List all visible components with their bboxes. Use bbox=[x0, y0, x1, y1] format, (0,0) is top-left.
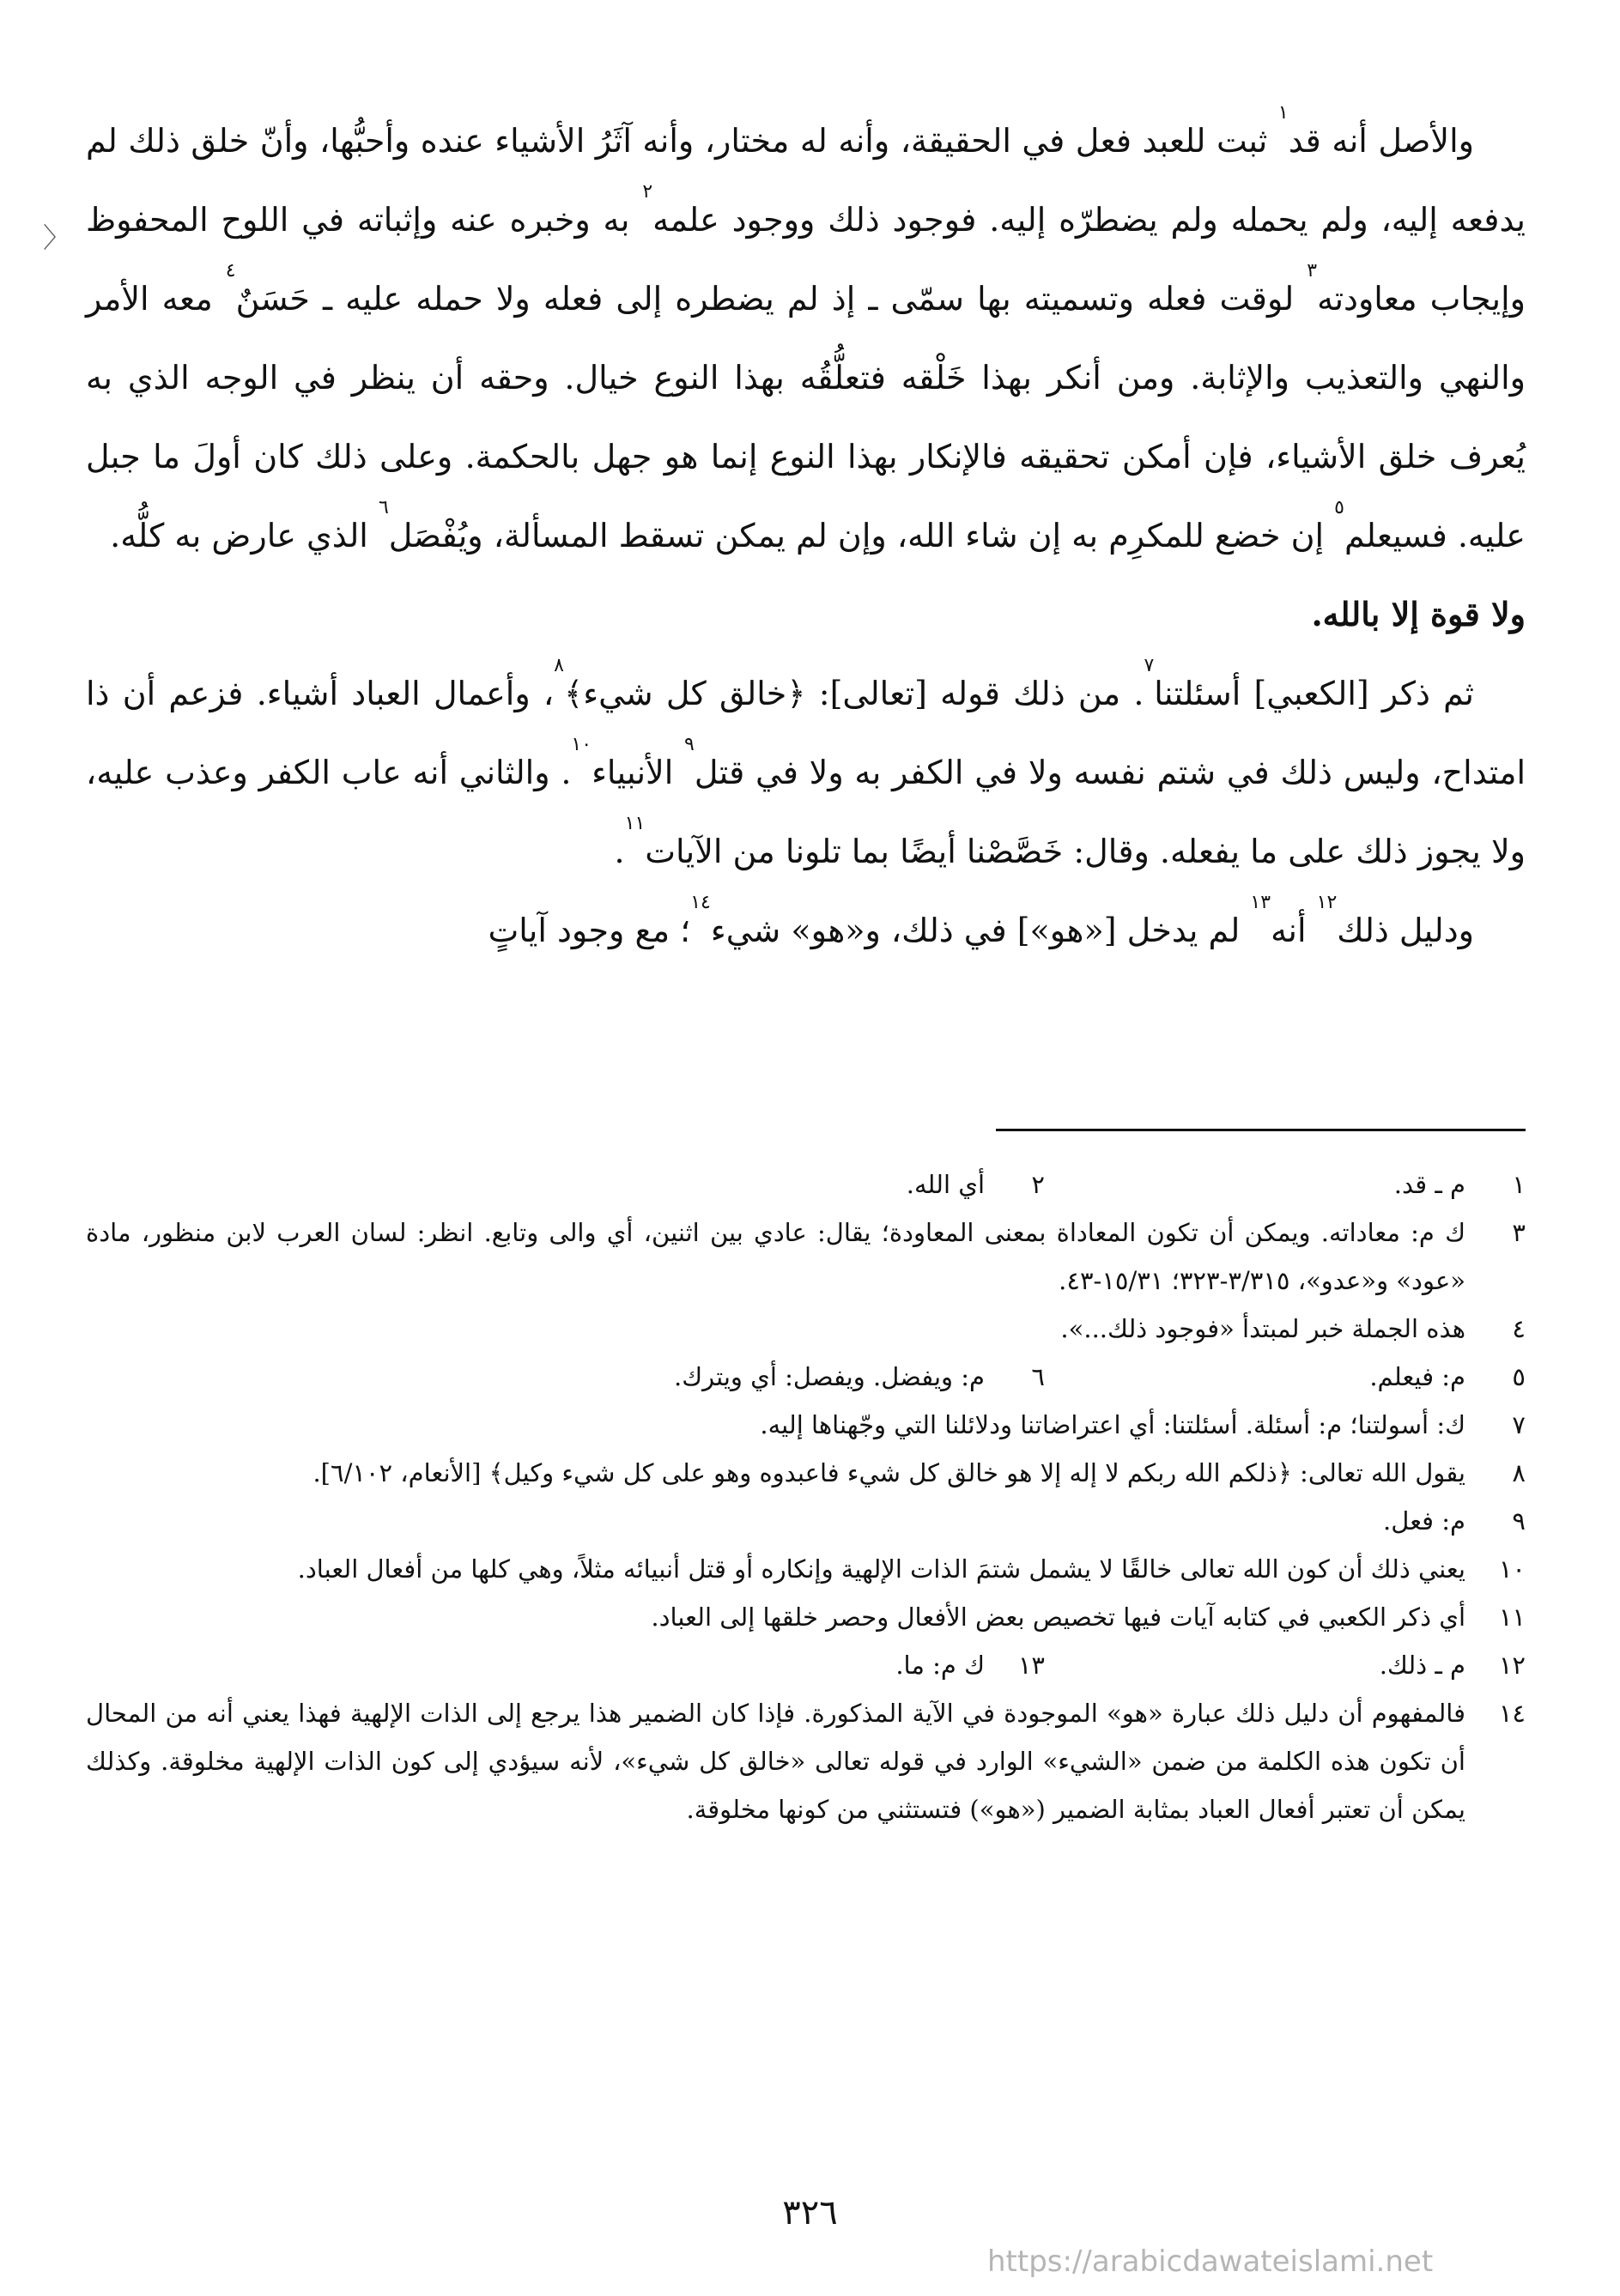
footnote-1 bbox=[1045, 1160, 1526, 1209]
footnote-6 bbox=[564, 1353, 1045, 1401]
footnote-text: م ـ قد. bbox=[1393, 1170, 1465, 1199]
footnote-8 bbox=[86, 1449, 1526, 1497]
footnote-number: ٣ bbox=[1512, 1218, 1526, 1247]
footnote-number: ١١ bbox=[1498, 1602, 1526, 1632]
footnote-number: ٩ bbox=[1512, 1506, 1526, 1536]
text-run: لوقت فعله وتسميته بها سمّى ـ إذ لم يضطره إلى فعله ولا حمله عليه ـ حَسَنٌ bbox=[235, 280, 1308, 318]
footnote-ref[interactable]: ٣ bbox=[1307, 260, 1318, 282]
footnote-3 bbox=[86, 1209, 1526, 1305]
footnote-text: أي الله. bbox=[906, 1170, 985, 1199]
footnote-ref[interactable]: ١٤ bbox=[690, 892, 711, 913]
footnote-number: ٥ bbox=[1512, 1362, 1526, 1391]
text-run: ، وأعمال العباد أشياء. فزعم أن ذا امتداح، وليس ذلك في شتم نفسه ولا في الكفر به ولا في قتل bbox=[86, 675, 1526, 791]
footnote-ref[interactable]: ٧ bbox=[1144, 655, 1155, 676]
footnote-14 bbox=[86, 1689, 1526, 1833]
footnote-5 bbox=[1045, 1353, 1526, 1401]
text-run: الأنبياء bbox=[592, 754, 685, 791]
footnote-row bbox=[86, 1160, 1526, 1209]
footnote-number: ٢ bbox=[1031, 1170, 1045, 1199]
footnote-text: م: فعل. bbox=[1383, 1506, 1465, 1536]
text-run: معه الأمر والنهي والتعذيب والإثابة. ومن أنكر بهذا خَلْقه فتعلُّقُه بهذا النوع خيال. وحقه أن ينظر في الوجه الذي به يُعرف خلق الأشياء، فإن أمكن تحقيقه فالإنكار بهذا النوع إنما هو جهل بالحكمة. وعلى ذلك كان أولَ ما جبل عليه. فسيعلم bbox=[86, 280, 1526, 554]
footnote-text: يعني ذلك أن كون الله تعالى خالقًا لا يشمل شتمَ الذات الإلهية وإنكاره أو قتل أنبيائه مثلاً، وهي كلها من أفعال العباد. bbox=[297, 1554, 1465, 1584]
footnote-text: ك: أسولتنا؛ م: أسئلة. أسئلتنا: أي اعتراضاتنا ودلائلنا التي وجّهناها إليه. bbox=[760, 1410, 1465, 1439]
paragraph-1 bbox=[86, 101, 1526, 575]
watermark: https://arabicdawateislami.net bbox=[987, 2245, 1434, 2279]
footnote-number: ١٢ bbox=[1498, 1651, 1526, 1680]
footnote-13 bbox=[564, 1641, 1045, 1689]
text-run: إن خضع للمكرِم به إن شاء الله، وإن لم يمكن تسقط المسألة، ويُفْصَل bbox=[388, 517, 1335, 554]
closing-phrase: ولا قوة إلا بالله. bbox=[1311, 595, 1526, 633]
footnote-ref[interactable]: ٢ bbox=[642, 181, 653, 203]
text-run: ؛ مع وجود آياتٍ bbox=[488, 912, 691, 949]
footnote-text: أي ذكر الكعبي في كتابه آيات فيها تخصيص بعض الأفعال وحصر خلقها إلى العباد. bbox=[651, 1602, 1465, 1632]
text-run: ودليل ذلك bbox=[1337, 912, 1474, 949]
text-run: أنه bbox=[1271, 912, 1317, 949]
footnote-row bbox=[86, 1353, 1526, 1401]
margin-mark: 〈 bbox=[43, 221, 71, 254]
footnote-ref[interactable]: ١١ bbox=[624, 813, 646, 834]
footnote-text: ك م: معاداته. ويمكن أن تكون المعاداة بمعنى المعاودة؛ يقال: عادي بين اثنين، أي والى وتابع. انظر: لسان العرب لابن منظور، مادة «عود» و«عدو»، ٣/٣١٥-٣٢٣؛ ١٥/٣١-٤٣. bbox=[86, 1218, 1465, 1295]
footnote-9 bbox=[86, 1497, 1526, 1545]
footnote-row bbox=[86, 1641, 1526, 1689]
footnote-2 bbox=[564, 1160, 1045, 1209]
footnote-text: م: فيعلم. bbox=[1369, 1362, 1465, 1391]
text-run: ثبت للعبد فعل في الحقيقة، وأنه له مختار، وأنه آثَرُ الأشياء عنده وأحبُّها، وأنّ خلق ذلك لم يدفعه إليه، ولم يحمله ولم يضطرّه إليه. فوجود ذلك ووجود علمه bbox=[86, 122, 1526, 239]
text-run: . والثاني أنه عاب الكفر وعذب عليه، ولا يجوز ذلك على ما يفعله. وقال: خَصَّصْنا أيضًا بما تلونا من الآيات bbox=[86, 754, 1526, 870]
footnote-text: هذه الجملة خبر لمبتدأ «فوجود ذلك...». bbox=[1060, 1314, 1465, 1343]
footnote-text: م ـ ذلك. bbox=[1379, 1651, 1465, 1680]
footnote-ref[interactable]: ٩ bbox=[684, 734, 695, 755]
text-run: والأصل أنه قد bbox=[1288, 122, 1474, 160]
paragraph-2 bbox=[86, 654, 1526, 891]
footnote-4 bbox=[86, 1305, 1526, 1353]
paragraph-3 bbox=[86, 891, 1526, 970]
footnote-ref[interactable]: ١٠ bbox=[571, 734, 592, 755]
footnote-ref[interactable]: ٨ bbox=[554, 655, 564, 676]
footnote-ref[interactable]: ١٢ bbox=[1316, 892, 1338, 913]
main-text bbox=[86, 101, 1526, 970]
footnote-number: ٧ bbox=[1512, 1410, 1526, 1439]
footnote-text: ك م: ما. bbox=[895, 1651, 985, 1680]
footnote-11 bbox=[86, 1593, 1526, 1641]
text-run: الذي عارض به كلُّه. bbox=[110, 517, 379, 554]
footnote-ref[interactable]: ٥ bbox=[1334, 497, 1344, 518]
text-run: . من ذلك قوله [تعالى]: ﴿خالق كل شيء﴾ bbox=[564, 675, 1144, 712]
text-run: لم يدخل [«هو»] في ذلك، و«هو» شيء bbox=[710, 912, 1251, 949]
footnote-12 bbox=[1045, 1641, 1526, 1689]
text-run: به وخبره عنه وإثباته في اللوح المحفوظ وإيجاب معاودته bbox=[86, 201, 1526, 318]
footnote-number: ١٠ bbox=[1498, 1554, 1526, 1584]
footnotes bbox=[86, 1160, 1526, 1833]
footnote-number: ١٤ bbox=[1498, 1699, 1526, 1728]
footnote-text: يقول الله تعالى: ﴿ذلكم الله ربكم لا إله إلا هو خالق كل شيء فاعبدوه وهو على كل شيء وكيل﴾ [الأنعام، ٦/١٠٢]. bbox=[312, 1458, 1465, 1487]
footnote-separator bbox=[996, 1129, 1526, 1131]
footnote-number: ٨ bbox=[1512, 1458, 1526, 1487]
text-run: . bbox=[614, 833, 625, 870]
footnote-ref[interactable]: ٦ bbox=[378, 497, 389, 518]
footnote-number: ٤ bbox=[1512, 1314, 1526, 1343]
footnote-ref[interactable]: ١٣ bbox=[1250, 892, 1271, 913]
text-run: ثم ذكر [الكعبي] أسئلتنا bbox=[1154, 675, 1474, 712]
footnote-text: فالمفهوم أن دليل ذلك عبارة «هو» الموجودة في الآية المذكورة. فإذا كان الضمير هذا يرجع إلى الذات الإلهية فهذا يعني أنه من المحال أن تكون هذه الكلمة من ضمن «الشيء» الوارد في قوله تعالى «خالق كل شيء»، لأنه سيؤدي إلى كون الذات الإلهية مخلوقة. وكذلك يمكن أن تعتبر أفعال العباد بمثابة الضمير («هو») فتستثني من كونها مخلوقة. bbox=[86, 1699, 1465, 1824]
footnote-7 bbox=[86, 1401, 1526, 1449]
footnote-number: ٦ bbox=[1031, 1362, 1045, 1391]
footnote-ref[interactable]: ٤ bbox=[225, 260, 236, 282]
footnote-text: م: ويفضل. ويفصل: أي ويترك. bbox=[673, 1362, 985, 1391]
footnote-ref[interactable]: ١ bbox=[1277, 102, 1289, 124]
footnote-10 bbox=[86, 1545, 1526, 1593]
page-number: ٣٢٦ bbox=[782, 2193, 838, 2232]
footnote-number: ١٣ bbox=[1017, 1651, 1045, 1680]
footnote-number: ١ bbox=[1512, 1170, 1526, 1199]
